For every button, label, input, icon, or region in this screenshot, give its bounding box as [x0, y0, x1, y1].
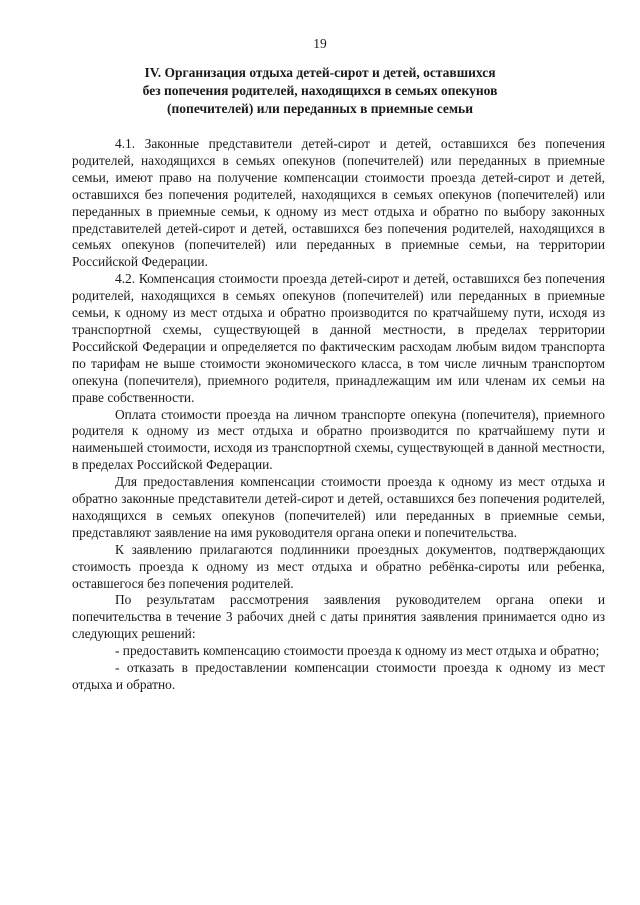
- section-heading-line: (попечителей) или переданных в приемные семьи: [167, 101, 473, 116]
- section-body: [72, 136, 605, 694]
- page-number: 19: [313, 36, 327, 51]
- paragraph-attachments: К заявлению прилагаются подлинники проездных документов, подтверждающих стоимость проезда к одному из мест отдыха и обратно ребёнка-сироты или ребенка, оставшегося без попечения родителей.: [72, 541, 605, 591]
- decision-option-refuse: - отказать в предоставлении компенсации стоимости проезда к одному из мест отдыха и обратно.: [72, 660, 605, 692]
- paragraph-decision: По результатам рассмотрения заявления руководителем органа опеки и попечительства в течение 3 рабочих дней с даты принятия заявления принимается одно из следующих решений:: [72, 592, 605, 642]
- paragraph-4-1: 4.1. Законные представители детей-сирот и детей, оставшихся без попечения родителей, находящихся в семьях опекунов (попечителей) или переданных в приемные семьи, имеют право на получение компенсации стоимости проезда детей-сирот и детей, оставшихся без попечения родителей, находящихся в семьях опекунов (попечителей) или переданных в приемные семьи, к одному из мест отдыха и обратно по выбору законных представителей детей-сирот и детей, оставшихся без попечения родителей, находящихся в семьях опекунов (попечителей) или переданных в приемные семьи, на территории Российской Федерации.: [72, 136, 605, 270]
- paragraph-personal-transport: Оплата стоимости проезда на личном транспорте опекуна (попечителя), приемного родителя к одному из мест отдыха и обратно производится по кратчайшему пути и наименьшей стоимости, исходя из транспортной схемы, существующей в данной местности, в пределах Российской Федерации.: [72, 406, 605, 473]
- section-heading-line: без попечения родителей, находящихся в семьях опекунов: [142, 83, 498, 98]
- section-heading: [90, 64, 550, 118]
- section-heading-line: IV. Организация отдыха детей-сирот и детей, оставшихся: [144, 65, 496, 80]
- decision-option-grant: - предоставить компенсацию стоимости проезда к одному из мест отдыха и обратно;: [115, 643, 600, 659]
- paragraph-application: Для предоставления компенсации стоимости проезда к одному из мест отдыха и обратно законные представители детей-сирот и детей, оставшихся без попечения родителей, находящихся в семьях опекунов (попечителей) или переданных в приемные семьи, представляют заявление на имя руководителя органа опеки и попечительства.: [72, 474, 605, 540]
- paragraph-4-2: 4.2. Компенсация стоимости проезда детей-сирот и детей, оставшихся без попечения родителей, находящихся в семьях опекунов (попечителей) или переданных в приемные семьи, к одному из мест отдыха и обратно производится по кратчайшему пути, исходя из транспортной схемы, существующей в данной местности, в пределах территории Российской Федерации и определяется по фактическим расходам любым видом транспорта по тарифам не выше стоимости экономического класса, в том числе личным транспортом опекуна (попечителя), приемного родителя, принадлежащим им или членам их семьи на праве собственности.: [72, 271, 605, 405]
